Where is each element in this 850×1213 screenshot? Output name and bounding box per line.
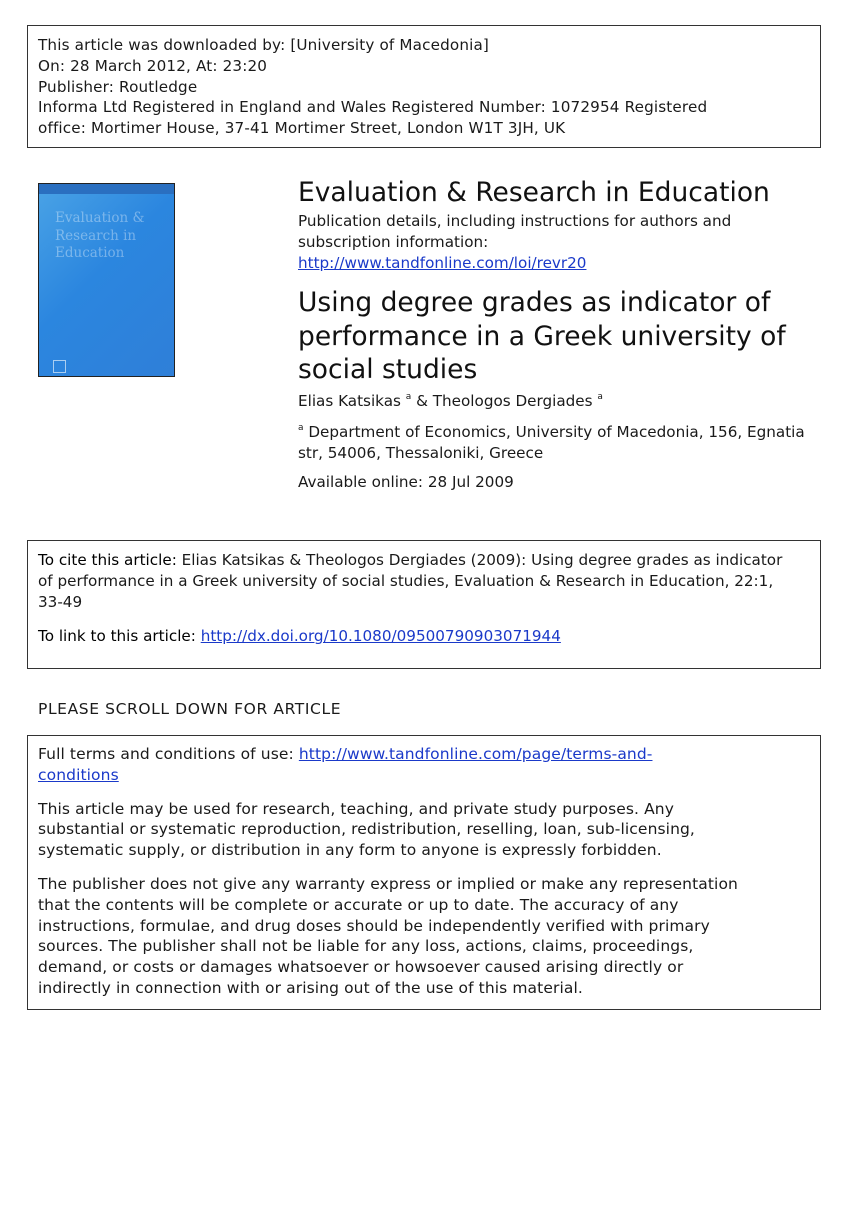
affiliation-mark: a bbox=[405, 392, 412, 402]
citation-text: Elias Katsikas & Theologos Dergiades (2009): Using degree grades as indicator bbox=[176, 551, 783, 569]
terms-link-continued[interactable]: conditions bbox=[38, 765, 119, 784]
download-line: office: Mortimer House, 37-41 Mortimer Street, London W1T 3JH, UK bbox=[38, 119, 566, 138]
download-info-box bbox=[27, 25, 821, 148]
journal-title: Evaluation & Research in Education bbox=[298, 177, 770, 208]
authors bbox=[298, 392, 603, 410]
available-online-date: Available online: 28 Jul 2009 bbox=[298, 473, 514, 491]
cover-title: Evaluation & Research in Education bbox=[55, 210, 145, 261]
download-line: On: 28 March 2012, At: 23:20 bbox=[38, 56, 268, 75]
citation-box bbox=[27, 540, 821, 669]
terms-box bbox=[27, 735, 821, 1010]
author-name: Elias Katsikas bbox=[298, 392, 401, 410]
disclaimer-paragraph: The publisher does not give any warranty express or implied or make any representation that the contents will be complete or accurate or up to date. The accuracy of any instructions, formulae, and drug doses should be independently verified with primary sources. The publisher shall not be liable for any loss, actions, claims, proceedings, demand, or costs or damages whatsoever or howsoever caused arising directly or indirectly in connection with or arising out of the use of this material. bbox=[38, 874, 738, 997]
link-label: To link to this article: bbox=[38, 627, 201, 646]
cover-top-strip bbox=[39, 184, 174, 194]
article-link-row bbox=[38, 626, 810, 647]
terms-prefix: Full terms and conditions of use: bbox=[38, 745, 299, 763]
download-line: Publisher: Routledge bbox=[38, 77, 198, 96]
citation-text: of performance in a Greek university of social studies, Evaluation & Research in Education, 22:1, bbox=[38, 571, 774, 590]
citation-text: 33-49 bbox=[38, 592, 83, 611]
publisher-logo-icon bbox=[53, 360, 66, 373]
journal-cover-image bbox=[38, 183, 175, 377]
terms-url-paragraph bbox=[38, 744, 810, 786]
author-separator: & bbox=[411, 392, 433, 410]
affiliation-mark: a bbox=[597, 392, 603, 402]
article-title: Using degree grades as indicator of performance in a Greek university of social studies bbox=[298, 287, 786, 385]
download-line: Informa Ltd Registered in England and Wales Registered Number: 1072954 Registered bbox=[38, 98, 708, 117]
scroll-notice: PLEASE SCROLL DOWN FOR ARTICLE bbox=[38, 700, 342, 718]
affiliation-mark: a bbox=[298, 423, 304, 433]
author-name: Theologos Dergiades bbox=[432, 392, 593, 410]
affiliation: $^a$ Department of Economics, University of Macedonia, 156, Egnatia str, 54006, Thessaloniki, Greece bbox=[298, 423, 805, 462]
cite-label: To cite this article: bbox=[38, 551, 177, 569]
doi-link[interactable]: http://dx.doi.org/10.1080/09500790903071944 bbox=[200, 627, 561, 646]
publication-details: Publication details, including instructions for authors and subscription information: http://www.tandfonline.com/loi/revr20 bbox=[298, 212, 732, 272]
download-line: This article was downloaded by: [University of Macedonia] bbox=[38, 36, 490, 54]
journal-url-link[interactable]: http://www.tandfonline.com/loi/revr20 bbox=[298, 253, 587, 272]
usage-paragraph: This article may be used for research, teaching, and private study purposes. Any substantial or systematic reproduction, redistribution, reselling, loan, sub-licensing, systematic supply, or distribution in any form to anyone is expressly forbidden. bbox=[38, 799, 695, 860]
terms-link[interactable]: http://www.tandfonline.com/page/terms-and- bbox=[298, 745, 653, 763]
